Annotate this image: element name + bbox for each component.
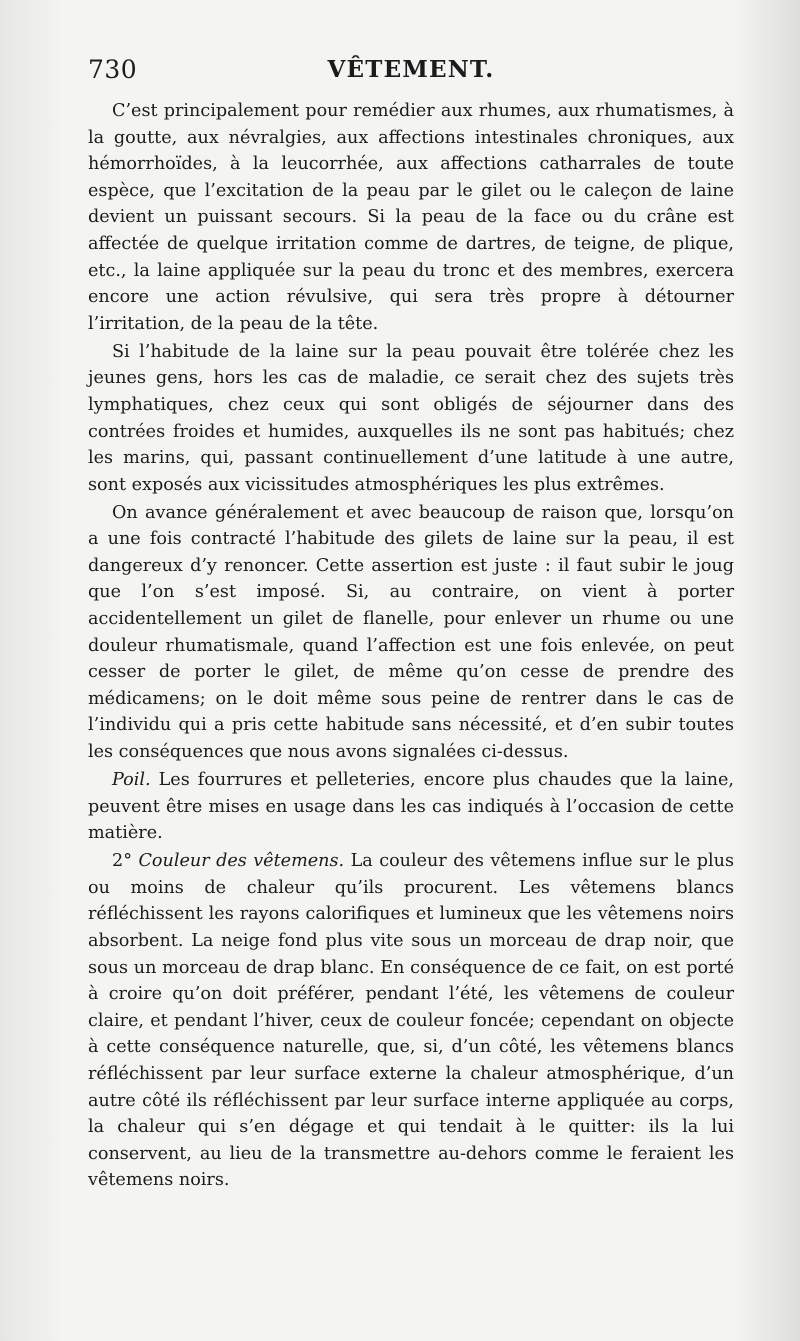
running-head <box>88 52 734 88</box>
paragraph-4 <box>88 767 734 847</box>
paragraph-1 <box>88 98 734 337</box>
paragraph-text: La couleur des vêtemens influe sur le plus ou moins de chaleur qu’ils procurent. Les vêtemens blancs réfléchissent les rayons calorifiques et lumineux que les vêtemens noirs absorbent. La neige fond plus vite sous un morceau de drap noir, que sous un morceau de drap blanc. En conséquence de ce fait, on est porté à croire qu’on doit préférer, pendant l’été, les vêtemens de couleur claire, et pendant l’hiver, ceux de couleur foncée; cependant on objecte à cette conséquence naturelle, que, si, d’un côté, les vêtemens blancs réfléchissent par leur surface externe la chaleur atmosphérique, d’un autre côté ils réfléchissent par leur surface interne appliquée au corps, la chaleur qui s’en dégage et qui tendait à le quitter: ils la lui conservent, au lieu de la transmettre au-dehors comme le feraient les vêtemens noirs. <box>88 851 734 1191</box>
paragraph-text: C’est principalement pour remédier aux rhumes, aux rhumatismes, à la goutte, aux névralgies, aux affections intestinales chroniques, aux hémorrhoïdes, à la leucorrhée, aux affections catharrales de toute espèce, que l’excitation de la peau par le gilet ou le caleçon de laine devient un puissant secours. Si la peau de la face ou du crâne est affectée de quelque irritation comme de dartres, de teigne, de plique, etc., la laine appliquée sur la peau du tronc et des membres, exercera encore une action révulsive, qui sera très propre à détourner l’irritation, de la peau de la tête. <box>88 101 734 334</box>
section-lead-couleur: Couleur des vêtemens. <box>138 851 345 872</box>
body-text <box>88 98 734 1195</box>
page-number: 730 <box>88 55 138 84</box>
paragraph-3 <box>88 500 734 766</box>
running-title: VÊTEMENT. <box>327 56 495 83</box>
paragraph-2 <box>88 339 734 499</box>
paragraph-text: On avance généralement et avec beaucoup de raison que, lorsqu’on a une fois contracté l’habitude des gilets de laine sur la peau, il est dangereux d’y renoncer. Cette assertion est juste : il faut subir le joug que l’on s’est imposé. Si, au contraire, on vient à porter accidentellement un gilet de flanelle, pour enlever un rhume ou une douleur rhumatismale, quand l’affection est une fois enlevée, on peut cesser de porter le gilet, de même qu’on cesse de prendre des médicamens; on le doit même sous peine de rentrer dans le cas de l’individu qui a pris cette habitude sans nécessité, et d’en subir toutes les conséquences que nous avons signalées ci-dessus. <box>88 502 734 763</box>
paragraph-text: Si l’habitude de la laine sur la peau pouvait être tolérée chez les jeunes gens, hors les cas de maladie, ce serait chez des sujets très lymphatiques, chez ceux qui sont obligés de séjourner dans des contrées froides et humides, auxquelles ils ne sont pas habitués; chez les marins, qui, passant continuellement d’une latitude à une autre, sont exposés aux vicissitudes atmosphériques les plus extrêmes. <box>88 341 734 495</box>
paragraph-text: Les fourrures et pelleteries, encore plus chaudes que la laine, peuvent être mises en usage dans les cas indiqués à l’occasion de cette matière. <box>88 770 734 844</box>
section-lead-poil: Poil. <box>112 770 151 791</box>
section-number: 2° <box>112 851 139 872</box>
paragraph-5 <box>88 848 734 1194</box>
